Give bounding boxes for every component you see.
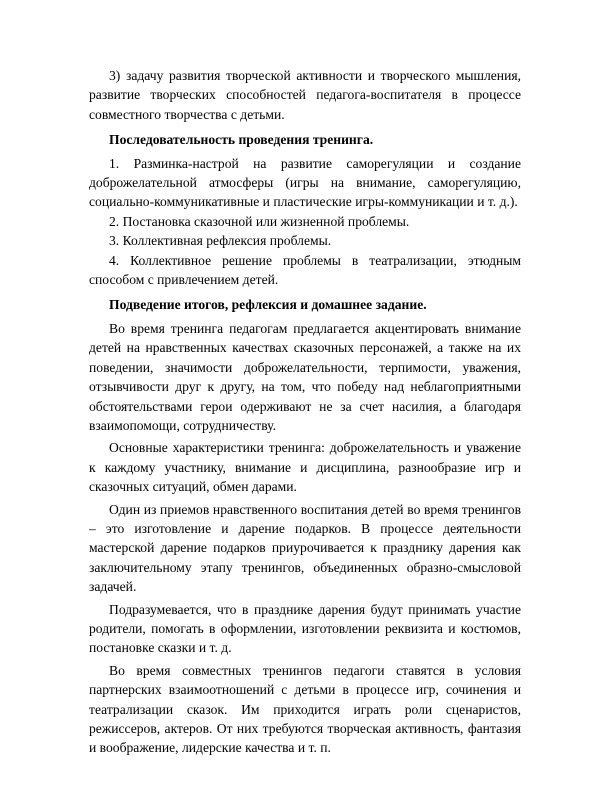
list-item: 4. Коллективное решение проблемы в театрализации, этюдным способом с привлечением детей. xyxy=(89,252,521,288)
body-paragraph: Основные характеристики тренинга: доброжелательность и уважение к каждому участнику, внимание и дисциплина, разнообразие игр и сказочных ситуаций, обмен дарами. xyxy=(89,440,521,495)
list-item: 2. Постановка сказочной или жизненной проблемы. xyxy=(109,213,410,229)
body-paragraph: Один из приемов нравственного воспитания детей во время тренингов – это изготовление и дарение подарков. В процессе деятельности мастерской дарение подарков приурочивается к празднику дарения как заключительному этапу тренингов, объединенных образно-смысловой задачей. xyxy=(89,501,521,595)
intro-paragraph: 3) задачу развития творческой активности и творческого мышления, развитие творческих способностей педагога-воспитателя в процессе совместного творчества с детьми. xyxy=(89,68,521,122)
list-item: 3. Коллективная рефлексия проблемы. xyxy=(109,233,332,249)
body-paragraph: Во время тренинга педагогам предлагается акцентировать внимание детей на нравственных качествах сказочных персонажей, а также на их поведении, значимости доброжелательности, терпимости, уважения, отзывчивости друг к другу, на том, что победу над неблагоприятными обстоятельствами герои одерживают не за счет насилия, а благодаря взаимопомощи, сотрудничеству. xyxy=(89,320,521,433)
body-paragraph: Подразумевается, что в празднике дарения будут принимать участие родители, помогать в оформлении, изготовлении реквизита и костюмов, постановке сказки и т. д. xyxy=(89,601,521,656)
document-body xyxy=(89,66,521,758)
body-paragraph: Во время совместных тренингов педагоги ставятся в условия партнерских взаимоотношений с детьми в процессе игр, сочинения и театрализации сказок. Им приходится играть роли сценаристов, режиссеров, актеров. От них требуются творческая активность, фантазия и воображение, лидерские качества и т. п. xyxy=(89,662,521,756)
section-heading-summary: Подведение итогов, рефлексия и домашнее задание. xyxy=(109,297,427,313)
section-heading-sequence: Последовательность проведения тренинга. xyxy=(109,132,374,148)
list-item: 1. Разминка-настрой на развитие саморегуляции и создание доброжелательной атмосферы (игры на внимание, саморегуляцию, социально-коммуникативные и пластические игры-коммуникации и т. д.). xyxy=(89,155,521,210)
